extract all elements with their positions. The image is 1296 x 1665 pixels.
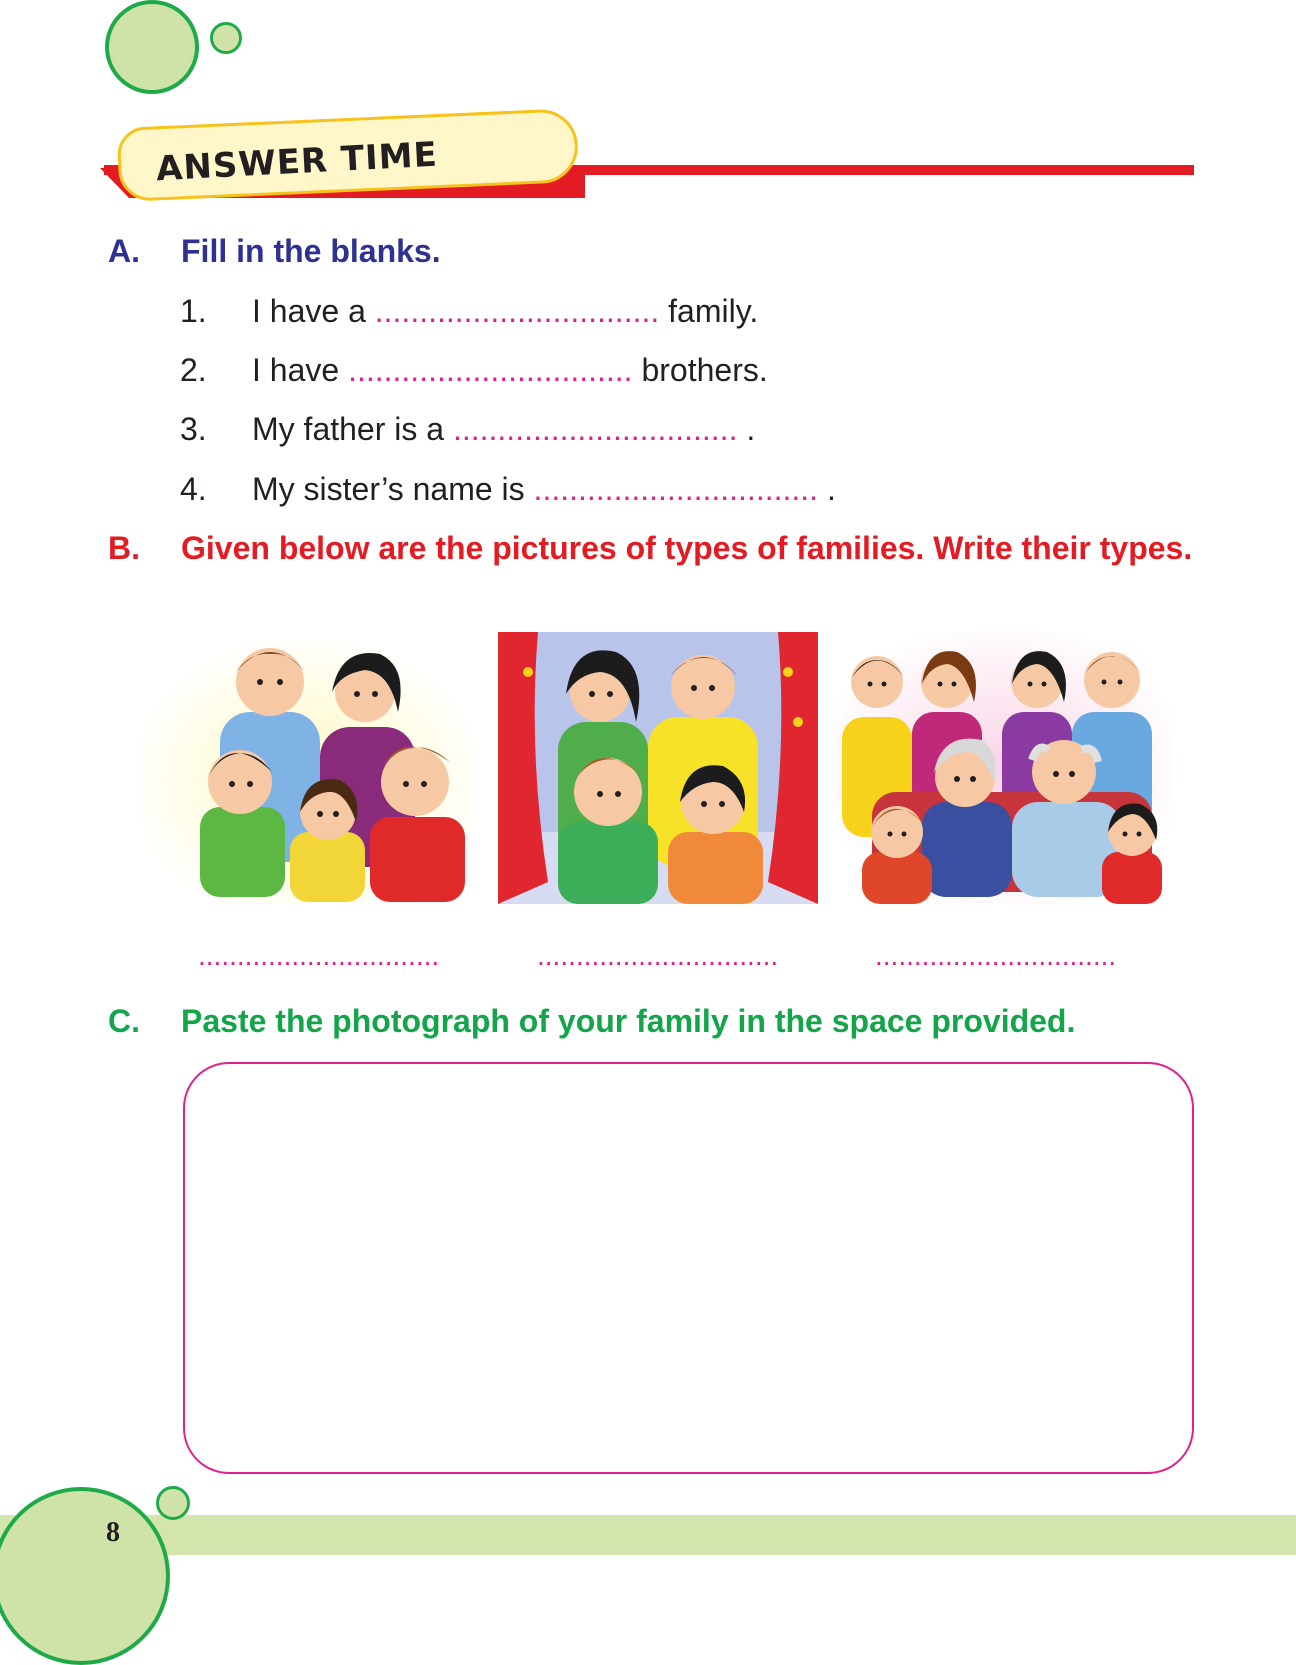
fill-item-2 (180, 350, 768, 390)
item-number: 3. (180, 411, 207, 447)
fill-item-3 (180, 409, 755, 449)
family-illustration-1 (140, 632, 475, 904)
section-a-letter: A. (108, 233, 140, 269)
item-text-after: family. (659, 293, 759, 329)
item-text-after: . (818, 471, 836, 507)
page-number: 8 (106, 1517, 120, 1548)
item-text-before: My sister’s name is (252, 471, 534, 507)
family-picture-2 (498, 632, 818, 904)
item-text-before: My father is a (252, 411, 453, 447)
footer-circle-large (0, 1487, 170, 1665)
section-c-letter: C. (108, 1003, 140, 1039)
item-number: 4. (180, 471, 207, 507)
item-text-after: brothers. (632, 352, 768, 388)
item-number: 1. (180, 293, 207, 329)
section-b-letter: B. (108, 530, 140, 566)
banner-title: ANSWER TIME (155, 134, 439, 190)
family-picture-3 (832, 632, 1172, 904)
family-illustration-2 (498, 632, 818, 904)
answer-blank[interactable]: ................................ (452, 411, 738, 447)
decor-circle-small (210, 22, 242, 54)
footer-circle-small (156, 1486, 190, 1520)
answer-blank[interactable]: ................................ (348, 352, 633, 388)
item-number: 2. (180, 352, 207, 388)
family-picture-1 (140, 632, 475, 904)
answer-blank[interactable]: ................................ (533, 471, 819, 507)
photo-paste-area[interactable] (183, 1062, 1194, 1474)
family-illustration-3 (832, 632, 1172, 904)
fill-item-1 (180, 291, 758, 331)
family-type-blank-3[interactable]: ............................... (875, 940, 1117, 971)
item-text-after: . (737, 411, 756, 447)
answer-blank[interactable]: ................................ (374, 293, 660, 329)
item-text-before: I have (252, 352, 349, 388)
family-type-blank-2[interactable]: ............................... (537, 940, 779, 971)
section-a-heading: Fill in the blanks. (181, 233, 441, 269)
fill-item-4 (180, 469, 836, 509)
section-b-heading: Given below are the pictures of types of families. Write their types. (181, 530, 1193, 566)
decor-circle-large (105, 0, 199, 94)
item-text-before: I have a (252, 293, 375, 329)
family-type-blank-1[interactable]: ............................... (198, 940, 440, 971)
footer-bar (0, 1515, 1296, 1555)
section-c-heading: Paste the photograph of your family in the space provided. (181, 1003, 1076, 1039)
